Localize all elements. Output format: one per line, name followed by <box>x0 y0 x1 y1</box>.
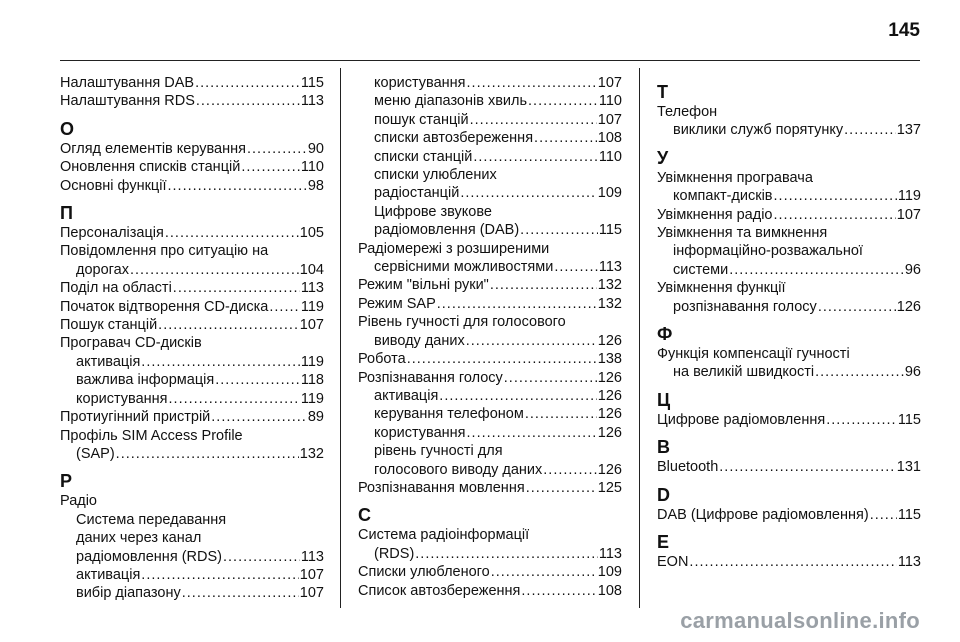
index-entry <box>60 92 324 110</box>
dot-leader <box>774 187 897 205</box>
entry-label: сервісними можливостями <box>374 259 554 276</box>
section-letter: B <box>657 437 670 458</box>
page-reference: 126 <box>597 424 622 441</box>
dot-leader <box>729 261 904 279</box>
entry-label: виводу даних <box>374 332 465 349</box>
index-heading: Функція компенсації гучності <box>657 346 850 363</box>
dot-leader <box>165 224 299 242</box>
index-entry <box>358 74 622 92</box>
dot-leader <box>173 279 300 297</box>
dot-leader <box>554 258 598 276</box>
dot-leader <box>223 548 300 566</box>
index-entry <box>60 74 324 92</box>
dot-leader <box>467 74 597 92</box>
index-heading: рівень гучності для <box>374 443 503 460</box>
page-reference: 126 <box>896 298 921 315</box>
page-reference: 115 <box>897 506 921 523</box>
page-reference: 125 <box>597 479 622 496</box>
section-letter: Ф <box>657 324 673 345</box>
index-column-2 <box>358 74 622 600</box>
dot-leader <box>116 445 299 463</box>
index-entry <box>358 461 622 479</box>
index-entry <box>358 129 622 147</box>
index-entry <box>657 506 921 524</box>
dot-leader <box>141 353 300 371</box>
dot-leader <box>525 405 597 423</box>
index-entry <box>60 261 324 279</box>
page-reference: 113 <box>300 93 324 110</box>
index-entry <box>358 111 622 129</box>
page-reference: 107 <box>299 585 324 602</box>
entry-label: вибір діапазону <box>76 585 181 602</box>
dot-leader <box>158 316 299 334</box>
dot-leader <box>241 158 300 176</box>
entry-label: Робота <box>358 351 406 368</box>
dot-leader <box>439 387 597 405</box>
page-reference: 110 <box>598 148 622 165</box>
page-reference: 126 <box>597 387 622 404</box>
entry-label: системи <box>673 261 729 278</box>
index-heading: Система радіоінформації <box>358 527 530 544</box>
page-reference: 108 <box>597 582 622 599</box>
section-letter: С <box>358 505 371 526</box>
index-entry <box>60 548 324 566</box>
top-rule <box>60 60 920 61</box>
index-entry <box>358 479 622 497</box>
entry-label: голосового виводу даних <box>374 461 543 478</box>
index-entry <box>60 371 324 389</box>
entry-label: Розпізнавання голосу <box>358 369 503 386</box>
index-entry <box>657 261 921 279</box>
index-entry <box>358 405 622 423</box>
section-letter: О <box>60 118 75 139</box>
index-heading: Радіомережі з розширеними <box>358 240 550 257</box>
entry-label: активація <box>374 387 439 404</box>
index-entry <box>358 369 622 387</box>
dot-leader <box>195 74 300 92</box>
page-reference: 107 <box>896 206 921 223</box>
index-entry <box>358 545 622 563</box>
index-entry <box>60 445 324 463</box>
index-entry <box>60 408 324 426</box>
entry-label: списки автозбереження <box>374 130 534 147</box>
dot-leader <box>818 298 896 316</box>
page-reference: 90 <box>307 140 324 157</box>
index-entry <box>60 224 324 242</box>
page-reference: 98 <box>307 177 324 194</box>
entry-label: користування <box>374 75 466 91</box>
dot-leader <box>141 566 299 584</box>
entry-label: Налаштування DAB <box>60 75 195 91</box>
entry-label: дорогах <box>76 261 129 278</box>
index-heading: Повідомлення про ситуацію на <box>60 243 269 260</box>
entry-label: Персоналізація <box>60 225 164 242</box>
entry-label: Огляд елементів керування <box>60 140 246 157</box>
index-entry <box>358 563 622 581</box>
index-column-1 <box>60 74 324 603</box>
index-heading: Телефон <box>657 104 718 120</box>
entry-label: Протиугінний пристрій <box>60 409 211 426</box>
dot-leader <box>490 276 597 294</box>
entry-label: радіомовлення (DAB) <box>374 222 520 239</box>
page-reference: 119 <box>300 353 324 370</box>
page-reference: 131 <box>896 459 921 476</box>
index-heading: Увімкнення та вимкнення <box>657 225 828 242</box>
entry-label: Цифрове радіомовлення <box>657 411 826 428</box>
entry-label: (SAP) <box>76 445 115 462</box>
index-heading: Система передавання <box>76 511 227 528</box>
entry-label: Списки улюбленого <box>358 564 490 581</box>
page-reference: 132 <box>299 445 324 462</box>
page-reference: 113 <box>300 280 324 297</box>
entry-label: пошук станцій <box>374 111 469 128</box>
index-entry <box>60 158 324 176</box>
dot-leader <box>182 584 299 602</box>
index-entry <box>657 458 921 476</box>
page-reference: 104 <box>299 261 324 278</box>
page-reference: 109 <box>597 564 622 581</box>
index-heading: списки улюблених <box>374 167 497 184</box>
page-reference: 107 <box>597 75 622 91</box>
dot-leader <box>130 261 299 279</box>
dot-leader <box>526 479 597 497</box>
dot-leader <box>543 461 597 479</box>
index-entry <box>60 298 324 316</box>
index-entry <box>358 276 622 294</box>
page-reference: 126 <box>597 406 622 423</box>
index-heading: Профіль SIM Access Profile <box>60 427 243 444</box>
index-entry <box>657 553 921 571</box>
entry-label: меню діапазонів хвиль <box>374 93 528 110</box>
index-entry <box>657 363 921 381</box>
index-heading: даних через канал <box>76 530 202 547</box>
index-heading: Увімкнення програвача <box>657 169 813 186</box>
dot-leader <box>466 332 597 350</box>
entry-label: DAB (Цифрове радіомовлення) <box>657 506 869 523</box>
page-reference: 137 <box>896 122 921 139</box>
index-entry <box>358 424 622 442</box>
section-letter: D <box>657 484 670 505</box>
dot-leader <box>719 458 896 476</box>
dot-leader <box>407 350 597 368</box>
dot-leader <box>521 582 596 600</box>
index-entry <box>657 206 921 224</box>
page-reference: 132 <box>597 295 622 312</box>
dot-leader <box>844 121 896 139</box>
dot-leader <box>773 206 895 224</box>
entry-label: (RDS) <box>374 545 415 562</box>
entry-label: Розпізнавання мовлення <box>358 479 525 496</box>
section-letter: E <box>657 532 670 553</box>
index-entry <box>358 221 622 239</box>
dot-leader <box>520 221 598 239</box>
index-heading: Рівень гучності для голосового <box>358 314 566 331</box>
entry-label: Оновлення списків станцій <box>60 159 241 176</box>
dot-leader <box>870 506 897 524</box>
page-reference: 126 <box>597 369 622 386</box>
dot-leader <box>534 129 597 147</box>
entry-label: Поділ на області <box>60 280 172 297</box>
index-entry <box>60 353 324 371</box>
index-entry <box>60 279 324 297</box>
section-letter: Т <box>657 82 668 102</box>
dot-leader <box>815 363 904 381</box>
page-reference: 119 <box>897 188 921 205</box>
index-entry <box>60 316 324 334</box>
page-reference: 107 <box>597 111 622 128</box>
entry-label: керування телефоном <box>374 406 524 423</box>
page-reference: 126 <box>597 461 622 478</box>
page-reference: 113 <box>897 554 921 571</box>
entry-label: Список автозбереження <box>358 582 521 599</box>
page-reference: 115 <box>300 75 324 91</box>
index-heading: інформаційно-розважальної <box>673 243 863 260</box>
index-entry <box>657 187 921 205</box>
dot-leader <box>211 408 307 426</box>
index-entry <box>358 387 622 405</box>
section-letter: У <box>657 147 669 168</box>
dot-leader <box>689 553 896 571</box>
dot-leader <box>196 92 300 110</box>
dot-leader <box>460 184 596 202</box>
entry-label: радіостанцій <box>374 185 460 202</box>
entry-label: списки станцій <box>374 148 473 165</box>
dot-leader <box>491 563 597 581</box>
page-reference: 107 <box>299 317 324 334</box>
index-entry <box>358 582 622 600</box>
index-heading: Цифрове звукове <box>374 203 492 220</box>
column-divider <box>340 68 341 608</box>
page-reference: 107 <box>299 566 324 583</box>
page-reference: 113 <box>598 545 622 562</box>
dot-leader <box>470 111 597 129</box>
page-number: 145 <box>888 20 920 41</box>
index-entry <box>358 332 622 350</box>
page-reference: 118 <box>300 372 324 389</box>
page-reference: 105 <box>299 225 324 242</box>
page-reference: 110 <box>598 93 622 110</box>
page-reference: 110 <box>300 159 324 176</box>
entry-label: EON <box>657 554 689 571</box>
entry-label: на великій швидкості <box>673 364 815 381</box>
section-letter: П <box>60 203 73 224</box>
entry-label: Налаштування RDS <box>60 93 195 110</box>
entry-label: Bluetooth <box>657 459 719 476</box>
section-letter: Р <box>60 471 73 492</box>
entry-label: активація <box>76 566 141 583</box>
dot-leader <box>269 298 300 316</box>
index-column-3 <box>657 74 921 572</box>
entry-label: Пошук станцій <box>60 317 158 334</box>
entry-label: радіомовлення (RDS) <box>76 548 222 565</box>
page-reference: 126 <box>597 332 622 349</box>
index-entry <box>358 148 622 166</box>
page-reference: 96 <box>904 261 921 278</box>
entry-label: розпізнавання голосу <box>673 298 817 315</box>
page-reference: 108 <box>597 130 622 147</box>
page-reference: 109 <box>597 185 622 202</box>
index-entry <box>60 140 324 158</box>
page-reference: 138 <box>597 351 622 368</box>
watermark: carmanualsonline.info <box>680 608 920 633</box>
page-reference: 119 <box>300 390 324 407</box>
page-reference: 115 <box>897 411 921 428</box>
entry-label: Режим SAP <box>358 295 436 312</box>
dot-leader <box>415 545 598 563</box>
entry-label: активація <box>76 353 141 370</box>
page-reference: 113 <box>300 548 324 565</box>
index-entry <box>358 92 622 110</box>
entry-label: Увімкнення радіо <box>657 206 773 223</box>
entry-label: Основні функції <box>60 177 167 194</box>
dot-leader <box>167 177 306 195</box>
dot-leader <box>247 140 307 158</box>
dot-leader <box>437 295 597 313</box>
index-entry <box>60 390 324 408</box>
column-divider <box>639 68 640 608</box>
entry-label: Режим "вільні руки" <box>358 277 489 294</box>
page-reference: 113 <box>598 259 622 276</box>
index-heading: Програвач CD-дисків <box>60 335 202 352</box>
entry-label: користування <box>76 390 168 407</box>
index-entry <box>60 584 324 602</box>
index-entry <box>657 298 921 316</box>
entry-label: важлива інформація <box>76 372 215 389</box>
page-reference: 96 <box>904 364 921 381</box>
index-entry <box>358 184 622 202</box>
entry-label: користування <box>374 424 466 441</box>
index-entry <box>358 350 622 368</box>
dot-leader <box>215 371 300 389</box>
dot-leader <box>528 92 598 110</box>
page-reference: 115 <box>598 222 622 239</box>
index-entry <box>60 566 324 584</box>
page-reference: 119 <box>300 298 324 315</box>
index-heading: Увімкнення функції <box>657 280 786 297</box>
entry-label: виклики служб порятунку <box>673 122 844 139</box>
dot-leader <box>826 411 897 429</box>
index-heading: Радіо <box>60 493 98 510</box>
index-entry <box>60 177 324 195</box>
page-reference: 89 <box>307 409 324 426</box>
index-entry <box>358 295 622 313</box>
index-entry <box>657 121 921 139</box>
dot-leader <box>504 369 597 387</box>
index-entry <box>657 411 921 429</box>
entry-label: Початок відтворення CD-диска <box>60 298 269 315</box>
section-letter: Ц <box>657 389 671 410</box>
dot-leader <box>473 148 598 166</box>
index-entry <box>358 258 622 276</box>
dot-leader <box>169 390 300 408</box>
entry-label: компакт-дисків <box>673 188 773 205</box>
dot-leader <box>467 424 597 442</box>
page-reference: 132 <box>597 277 622 294</box>
